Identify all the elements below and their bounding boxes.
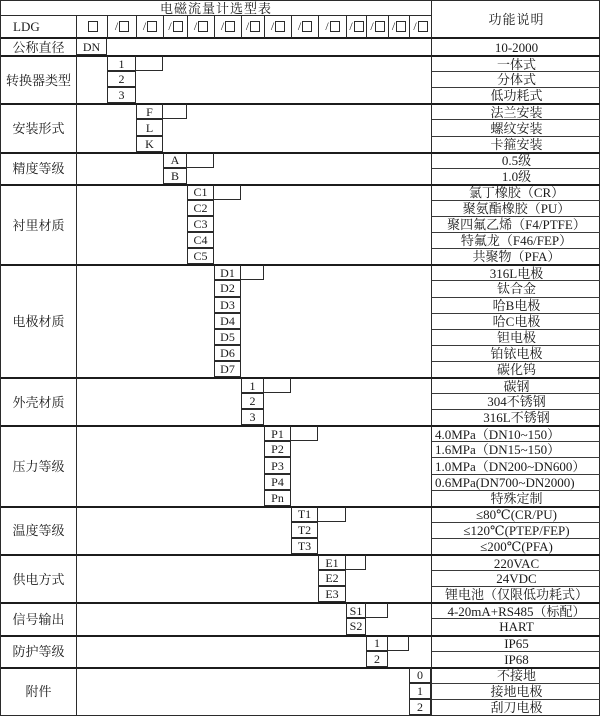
group-code-cell: C4 <box>187 232 214 248</box>
group-code-cell: K <box>136 136 163 152</box>
group-code-cell: E3 <box>318 586 346 602</box>
spacer-cell <box>77 184 187 264</box>
group-function-cell: 铂铱电极 <box>431 345 600 361</box>
spacer-cell <box>107 39 431 55</box>
model-box-cell <box>107 16 136 39</box>
group-code-cell: B <box>163 168 187 184</box>
group-function-cell: 4-20mA+RS485（标配） <box>431 602 600 618</box>
group-code-cell: 3 <box>107 87 136 103</box>
group-code-cell: 0 <box>409 667 431 683</box>
group-function-cell: 316L电极 <box>431 264 600 280</box>
group-label: 电极材质 <box>1 264 77 377</box>
group-code-cell: F <box>136 103 163 119</box>
group-function-cell: 钽电极 <box>431 329 600 345</box>
slash-separator: / <box>391 18 396 33</box>
spacer-cell <box>214 184 431 264</box>
code-box-icon <box>173 21 183 32</box>
spacer-cell <box>77 554 318 602</box>
slash-separator: / <box>142 18 147 33</box>
group-function-cell: 低功耗式 <box>431 87 600 103</box>
model-box-cell <box>187 16 214 39</box>
group-label: 精度等级 <box>1 152 77 184</box>
group-function-cell: 接地电极 <box>431 683 600 699</box>
group-function-cell: IP65 <box>431 635 600 651</box>
spacer-cell <box>77 152 163 184</box>
group-function-cell: 刮刀电极 <box>431 699 600 715</box>
code-box-icon <box>198 21 208 32</box>
group-label: 信号输出 <box>1 602 77 634</box>
group-label: 衬里材质 <box>1 184 77 264</box>
group-function-cell: 法兰安装 <box>431 103 600 119</box>
group-function-cell: 0.5级 <box>431 152 600 168</box>
group-code-cell: D6 <box>214 345 241 361</box>
group-code-cell: C3 <box>187 216 214 232</box>
model-prefix-cell: LDG <box>1 16 77 39</box>
table-title: 电磁流量计选型表 <box>1 1 431 16</box>
group-code-cell: D3 <box>214 297 241 313</box>
group-function-cell: 哈C电极 <box>431 313 600 329</box>
group-label: 附件 <box>1 667 77 715</box>
joint-cell <box>366 602 388 618</box>
function-column-header: 功能说明 <box>431 1 600 39</box>
group-function-cell: 特氟龙（F46/FEP） <box>431 232 600 248</box>
model-box-cell <box>388 16 409 39</box>
group-code-cell: 1 <box>241 377 264 393</box>
code-box-icon <box>330 21 340 32</box>
slash-separator: / <box>193 18 198 33</box>
group-code-cell: P1 <box>264 425 291 441</box>
group-code-cell: D2 <box>214 280 241 296</box>
group-code-cell: C5 <box>187 248 214 264</box>
group-code-cell: 1 <box>107 55 136 71</box>
group-function-cell: 卡箍安装 <box>431 136 600 152</box>
group-code-cell: T2 <box>291 522 318 538</box>
group-code-cell: 2 <box>241 393 264 409</box>
spacer-cell <box>77 425 264 505</box>
group-function-cell: IP68 <box>431 651 600 667</box>
group-code-cell: T3 <box>291 538 318 554</box>
group-function-cell: 螺纹安装 <box>431 119 600 135</box>
code-box-icon <box>275 21 285 32</box>
joint-cell <box>264 377 291 393</box>
group-code-cell: 1 <box>409 683 431 699</box>
slash-separator: / <box>413 18 417 33</box>
code-box-icon <box>302 21 312 32</box>
group-function-cell: 4.0MPa（DN10~150） <box>431 425 600 441</box>
joint-cell <box>187 152 214 168</box>
group-code-cell: E1 <box>318 554 346 570</box>
joint-cell <box>241 264 264 280</box>
group-function-cell: 316L不锈钢 <box>431 409 600 425</box>
group-function-cell: ≤80℃(CR/PU) <box>431 506 600 522</box>
slash-separator: / <box>245 18 250 33</box>
group-code-cell: L <box>136 119 163 135</box>
group-label: 温度等级 <box>1 506 77 554</box>
code-box-icon <box>88 21 98 32</box>
code-box-icon <box>375 21 385 32</box>
model-box-cell <box>214 16 241 39</box>
group-label: 防护等级 <box>1 635 77 667</box>
group-code-cell: E2 <box>318 570 346 586</box>
slash-separator: / <box>168 18 172 33</box>
spacer-cell <box>77 602 346 634</box>
group-code-cell: P2 <box>264 441 291 457</box>
code-box-icon <box>354 21 364 32</box>
slash-separator: / <box>220 18 225 33</box>
model-box-cell <box>241 16 264 39</box>
group-function-cell: 钛合金 <box>431 280 600 296</box>
spacer-cell <box>187 152 431 184</box>
group-code-cell: D7 <box>214 361 241 377</box>
group-code-cell: D1 <box>214 264 241 280</box>
slash-separator: / <box>349 18 353 33</box>
group-function-cell: 碳钢 <box>431 377 600 393</box>
group-code-cell: T1 <box>291 506 318 522</box>
group-function-cell: 1.6MPa（DN15~150） <box>431 441 600 457</box>
group-function-cell: 特殊定制 <box>431 490 600 506</box>
joint-cell <box>388 635 409 651</box>
group-code-cell: 2 <box>366 651 388 667</box>
group-code-cell: D4 <box>214 313 241 329</box>
group-function-cell: 聚氨酯橡胶（PU） <box>431 200 600 216</box>
group-code-cell: C1 <box>187 184 214 200</box>
spacer-cell <box>77 377 241 425</box>
code-box-icon <box>396 21 406 32</box>
spacer-cell <box>77 264 214 377</box>
slash-separator: / <box>297 18 302 33</box>
model-box-cell <box>136 16 163 39</box>
group-label: 转换器类型 <box>1 55 77 103</box>
group-code-cell: Pn <box>264 490 291 506</box>
spacer-cell <box>77 635 366 667</box>
group-function-cell: 0.6MPa(DN700~DN2000) <box>431 474 600 490</box>
group-code-cell: 1 <box>366 635 388 651</box>
group-code-cell: DN <box>77 39 107 55</box>
group-function-cell: 1.0级 <box>431 168 600 184</box>
joint-cell <box>214 184 241 200</box>
joint-cell <box>346 554 366 570</box>
model-box-cell <box>77 16 107 39</box>
group-code-cell: 2 <box>107 71 136 87</box>
group-function-cell: 碳化钨 <box>431 361 600 377</box>
code-box-icon <box>147 21 157 32</box>
model-box-cell <box>346 16 366 39</box>
slash-separator: / <box>325 18 329 33</box>
model-box-cell <box>264 16 291 39</box>
group-function-cell: 分体式 <box>431 71 600 87</box>
code-box-icon <box>418 21 428 32</box>
group-label: 压力等级 <box>1 425 77 505</box>
model-box-cell <box>291 16 318 39</box>
joint-cell <box>318 506 346 522</box>
group-label: 供电方式 <box>1 554 77 602</box>
model-box-cell <box>318 16 346 39</box>
group-function-cell: 1.0MPa（DN200~DN600） <box>431 457 600 473</box>
group-function-cell: 氯丁橡胶（CR） <box>431 184 600 200</box>
model-box-cell <box>163 16 187 39</box>
group-function-cell: HART <box>431 618 600 634</box>
joint-cell <box>163 103 187 119</box>
group-function-cell: 10-2000 <box>431 39 600 55</box>
group-code-cell: 3 <box>241 409 264 425</box>
spacer-cell <box>241 264 431 377</box>
model-box-cell <box>366 16 388 39</box>
group-code-cell: S1 <box>346 602 366 618</box>
group-code-cell: P4 <box>264 474 291 490</box>
spacer-cell <box>77 506 291 554</box>
group-label: 公称直径 <box>1 39 77 55</box>
slash-separator: / <box>114 18 119 33</box>
spacer-cell <box>77 103 136 151</box>
group-function-cell: 锂电池（仅限低功耗式） <box>431 586 600 602</box>
group-function-cell: 哈B电极 <box>431 297 600 313</box>
joint-cell <box>136 55 163 71</box>
group-function-cell: 220VAC <box>431 554 600 570</box>
spacer-cell <box>77 55 107 103</box>
group-function-cell: 共聚物（PFA） <box>431 248 600 264</box>
code-box-icon <box>250 21 260 32</box>
spacer-cell <box>136 55 431 103</box>
spacer-cell <box>163 103 431 151</box>
group-code-cell: 2 <box>409 699 431 715</box>
group-function-cell: ≤120℃(PTEP/FEP) <box>431 522 600 538</box>
code-box-icon <box>119 21 129 32</box>
group-label: 外壳材质 <box>1 377 77 425</box>
code-box-icon <box>225 21 235 32</box>
group-label: 安装形式 <box>1 103 77 151</box>
group-code-cell: A <box>163 152 187 168</box>
group-function-cell: 24VDC <box>431 570 600 586</box>
joint-cell <box>291 425 318 441</box>
group-function-cell: 聚四氟乙烯（F4/PTFE） <box>431 216 600 232</box>
group-function-cell: 一体式 <box>431 55 600 71</box>
group-code-cell: D5 <box>214 329 241 345</box>
group-function-cell: 304不锈钢 <box>431 393 600 409</box>
group-code-cell: S2 <box>346 618 366 634</box>
group-code-cell: C2 <box>187 200 214 216</box>
group-code-cell: P3 <box>264 457 291 473</box>
group-function-cell: 不接地 <box>431 667 600 683</box>
spacer-cell <box>77 667 409 715</box>
model-box-cell <box>409 16 431 39</box>
slash-separator: / <box>270 18 275 33</box>
slash-separator: / <box>370 18 374 33</box>
group-function-cell: ≤200℃(PFA) <box>431 538 600 554</box>
